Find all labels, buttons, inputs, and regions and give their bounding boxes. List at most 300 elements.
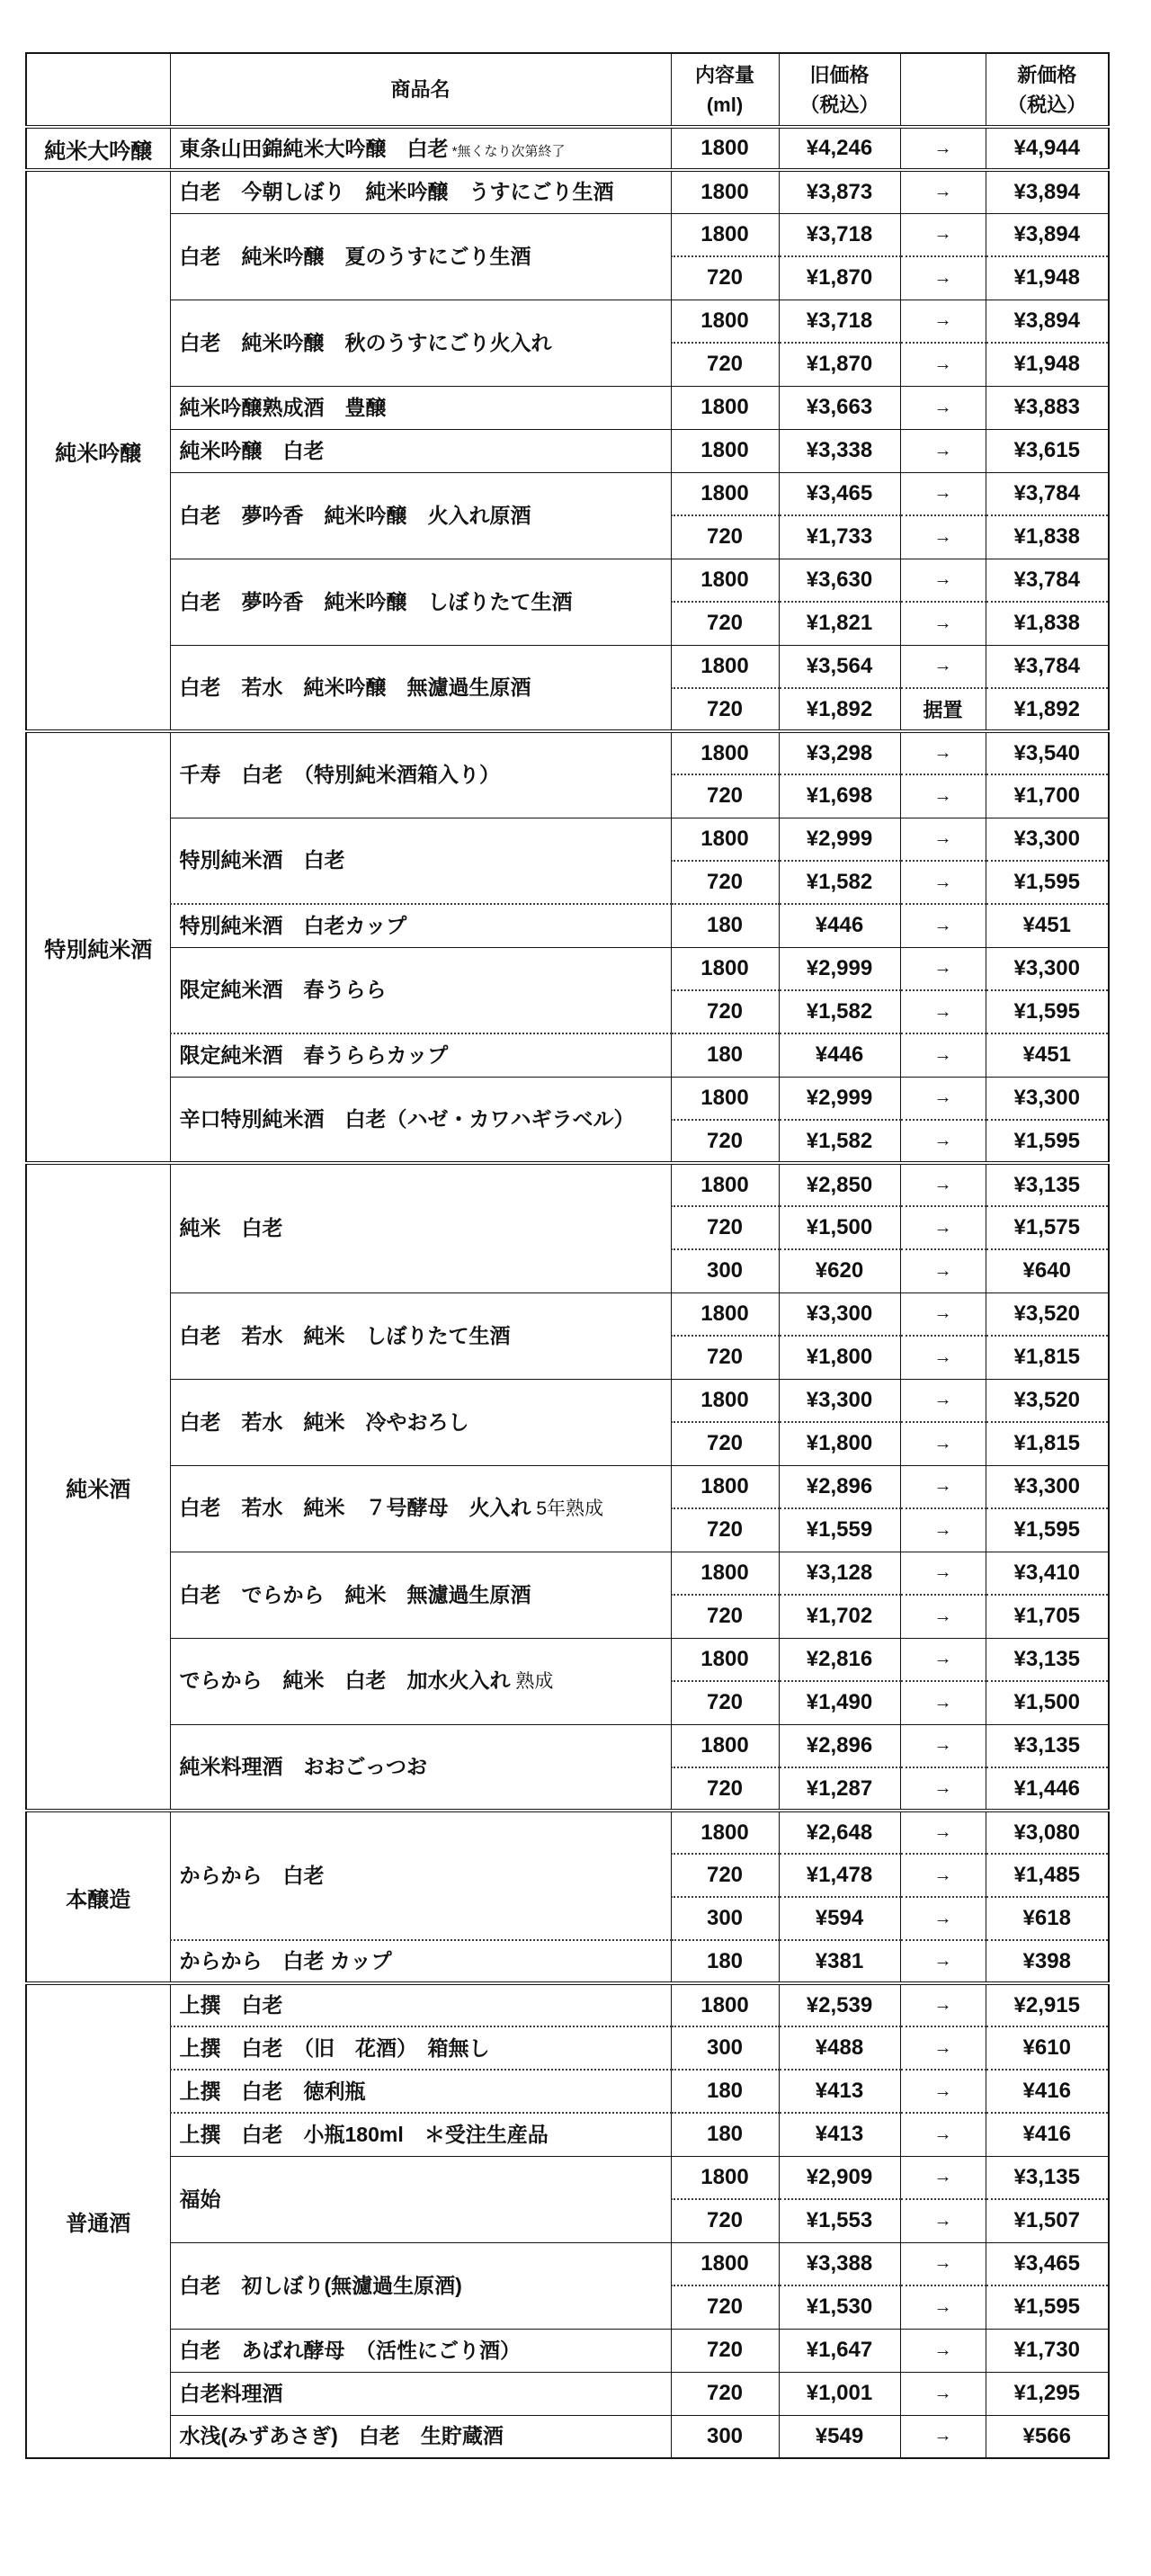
change-cell: → xyxy=(900,2113,986,2156)
product-name-cell xyxy=(170,386,671,429)
volume-cell: 180 xyxy=(671,1940,779,1983)
product-name: 白老 夢吟香 純米吟醸 しぼりたて生酒 xyxy=(179,589,573,613)
product-name-cell xyxy=(170,2113,671,2156)
volume-cell: 720 xyxy=(671,1681,779,1724)
volume-cell: 720 xyxy=(671,861,779,904)
product-name-cell xyxy=(170,2415,671,2458)
old-price-cell: ¥594 xyxy=(779,1897,900,1940)
new-price-cell: ¥3,135 xyxy=(986,1638,1109,1681)
change-cell: → xyxy=(900,1033,986,1077)
header-old-price xyxy=(779,53,900,127)
table-row xyxy=(26,818,1109,861)
category-cell: 本醸造 xyxy=(26,1811,170,1983)
change-cell: → xyxy=(900,990,986,1033)
new-price-cell: ¥1,815 xyxy=(986,1336,1109,1379)
old-price-cell: ¥3,718 xyxy=(779,300,900,343)
change-cell: → xyxy=(900,1077,986,1120)
new-price-cell: ¥618 xyxy=(986,1897,1109,1940)
new-price-cell: ¥3,894 xyxy=(986,213,1109,256)
old-price-cell: ¥2,896 xyxy=(779,1465,900,1508)
new-price-cell: ¥1,500 xyxy=(986,1681,1109,1724)
old-price-cell: ¥1,582 xyxy=(779,1120,900,1163)
volume-cell: 720 xyxy=(671,990,779,1033)
old-price-cell: ¥1,001 xyxy=(779,2372,900,2415)
table-row xyxy=(26,1552,1109,1595)
new-price-cell: ¥1,485 xyxy=(986,1854,1109,1897)
table-row xyxy=(26,1465,1109,1508)
product-name: 特別純米酒 白老 xyxy=(179,848,345,872)
old-price-cell: ¥1,582 xyxy=(779,990,900,1033)
change-cell: → xyxy=(900,904,986,947)
volume-cell: 720 xyxy=(671,1508,779,1552)
product-name-cell xyxy=(170,170,671,213)
new-price-cell: ¥610 xyxy=(986,2026,1109,2070)
old-price-cell: ¥3,300 xyxy=(779,1379,900,1422)
change-cell: → xyxy=(900,2329,986,2372)
table-row xyxy=(26,2372,1109,2415)
product-name: 白老料理酒 xyxy=(179,2381,283,2405)
product-name: 白老 今朝しぼり 純米吟醸 うすにごり生酒 xyxy=(179,180,614,204)
header-old-price-line2: （税込） xyxy=(799,93,879,116)
volume-cell: 720 xyxy=(671,2372,779,2415)
new-price-cell: ¥2,915 xyxy=(986,1983,1109,2026)
old-price-cell: ¥446 xyxy=(779,904,900,947)
old-price-cell: ¥620 xyxy=(779,1249,900,1292)
volume-cell: 1800 xyxy=(671,818,779,861)
product-name-cell xyxy=(170,818,671,904)
product-name-cell xyxy=(170,645,671,731)
volume-cell: 1800 xyxy=(671,1292,779,1336)
old-price-cell: ¥1,800 xyxy=(779,1336,900,1379)
product-name: 上撰 白老 小瓶180ml ＊受注生産品 xyxy=(179,2122,549,2146)
volume-cell: 300 xyxy=(671,1249,779,1292)
old-price-cell: ¥2,999 xyxy=(779,1077,900,1120)
product-name: 白老 純米吟醸 夏のうすにごり生酒 xyxy=(179,244,531,268)
new-price-cell: ¥3,300 xyxy=(986,947,1109,990)
change-cell: → xyxy=(900,559,986,602)
new-price-cell: ¥1,507 xyxy=(986,2199,1109,2242)
product-name: 水浅(みずあさぎ) 白老 生貯蔵酒 xyxy=(179,2424,504,2448)
new-price-cell: ¥1,730 xyxy=(986,2329,1109,2372)
change-cell: → xyxy=(900,1940,986,1983)
new-price-cell: ¥3,135 xyxy=(986,2156,1109,2199)
product-name-cell xyxy=(170,2329,671,2372)
change-cell: → xyxy=(900,2285,986,2329)
old-price-cell: ¥1,800 xyxy=(779,1422,900,1465)
change-cell: → xyxy=(900,2199,986,2242)
volume-cell: 1800 xyxy=(671,386,779,429)
category-cell: 純米大吟醸 xyxy=(26,127,170,170)
volume-cell: 720 xyxy=(671,2199,779,2242)
old-price-cell: ¥3,873 xyxy=(779,170,900,213)
product-name-cell xyxy=(170,1033,671,1077)
product-name: 白老 純米吟醸 秋のうすにごり火入れ xyxy=(179,330,552,354)
old-price-cell: ¥488 xyxy=(779,2026,900,2070)
new-price-cell: ¥1,595 xyxy=(986,2285,1109,2329)
volume-cell: 720 xyxy=(671,1422,779,1465)
product-name-cell xyxy=(170,2156,671,2242)
product-name-cell xyxy=(170,1163,671,1292)
old-price-cell: ¥1,733 xyxy=(779,515,900,559)
table-row xyxy=(26,300,1109,343)
new-price-cell: ¥1,838 xyxy=(986,602,1109,645)
new-price-cell: ¥451 xyxy=(986,1033,1109,1077)
old-price-cell: ¥2,909 xyxy=(779,2156,900,2199)
product-name-cell xyxy=(170,1638,671,1724)
new-price-cell: ¥1,575 xyxy=(986,1206,1109,1249)
change-cell: → xyxy=(900,1854,986,1897)
change-cell: → xyxy=(900,602,986,645)
table-row xyxy=(26,559,1109,602)
product-note: 熟成 xyxy=(510,1671,554,1693)
product-name-cell xyxy=(170,1724,671,1811)
table-row xyxy=(26,2113,1109,2156)
product-name-cell xyxy=(170,2372,671,2415)
product-name-cell xyxy=(170,1940,671,1983)
table-row xyxy=(26,2026,1109,2070)
change-cell: → xyxy=(900,1638,986,1681)
old-price-cell: ¥1,490 xyxy=(779,1681,900,1724)
change-cell: → xyxy=(900,300,986,343)
product-name: 上撰 白老 xyxy=(179,1993,283,2017)
volume-cell: 720 xyxy=(671,774,779,818)
change-cell: → xyxy=(900,1292,986,1336)
old-price-cell: ¥446 xyxy=(779,1033,900,1077)
header-row xyxy=(26,53,1109,127)
product-name: 上撰 白老 徳利瓶 xyxy=(179,2079,366,2103)
change-cell: → xyxy=(900,2372,986,2415)
old-price-cell: ¥1,821 xyxy=(779,602,900,645)
change-cell: → xyxy=(900,861,986,904)
new-price-cell: ¥1,838 xyxy=(986,515,1109,559)
old-price-cell: ¥2,539 xyxy=(779,1983,900,2026)
change-cell: → xyxy=(900,1508,986,1552)
change-cell: → xyxy=(900,1595,986,1638)
change-cell: → xyxy=(900,2415,986,2458)
volume-cell: 1800 xyxy=(671,213,779,256)
change-cell: 据置 xyxy=(900,688,986,731)
old-price-cell: ¥3,128 xyxy=(779,1552,900,1595)
old-price-cell: ¥3,388 xyxy=(779,2242,900,2285)
new-price-cell: ¥3,784 xyxy=(986,645,1109,688)
change-cell: → xyxy=(900,170,986,213)
change-cell: → xyxy=(900,1681,986,1724)
volume-cell: 1800 xyxy=(671,429,779,472)
change-cell: → xyxy=(900,343,986,386)
table-row xyxy=(26,213,1109,256)
new-price-cell: ¥3,784 xyxy=(986,559,1109,602)
new-price-cell: ¥1,948 xyxy=(986,343,1109,386)
product-name: 純米 白老 xyxy=(179,1216,283,1240)
new-price-cell: ¥1,446 xyxy=(986,1767,1109,1811)
new-price-cell: ¥1,595 xyxy=(986,861,1109,904)
header-old-price-line1: 旧価格 xyxy=(809,63,870,86)
volume-cell: 1800 xyxy=(671,1638,779,1681)
product-name: 白老 若水 純米 ７号酵母 火入れ xyxy=(179,1496,531,1520)
product-name: 白老 夢吟香 純米吟醸 火入れ原酒 xyxy=(179,503,531,527)
new-price-cell: ¥1,892 xyxy=(986,688,1109,731)
volume-cell: 180 xyxy=(671,2070,779,2113)
table-row xyxy=(26,1163,1109,1206)
old-price-cell: ¥1,287 xyxy=(779,1767,900,1811)
product-name-cell xyxy=(170,1077,671,1163)
old-price-cell: ¥3,630 xyxy=(779,559,900,602)
new-price-cell: ¥3,410 xyxy=(986,1552,1109,1595)
old-price-cell: ¥4,246 xyxy=(779,127,900,170)
change-cell: → xyxy=(900,515,986,559)
new-price-cell: ¥3,784 xyxy=(986,472,1109,515)
new-price-cell: ¥3,300 xyxy=(986,818,1109,861)
product-name: 限定純米酒 春うららカップ xyxy=(179,1042,449,1067)
change-cell: → xyxy=(900,472,986,515)
volume-cell: 1800 xyxy=(671,300,779,343)
product-name: 上撰 白老 （旧 花酒） 箱無し xyxy=(179,2035,490,2060)
change-cell: → xyxy=(900,1465,986,1508)
volume-cell: 1800 xyxy=(671,559,779,602)
new-price-cell: ¥3,300 xyxy=(986,1465,1109,1508)
new-price-cell: ¥3,883 xyxy=(986,386,1109,429)
old-price-cell: ¥2,816 xyxy=(779,1638,900,1681)
header-change xyxy=(900,53,986,127)
new-price-cell: ¥4,944 xyxy=(986,127,1109,170)
old-price-cell: ¥3,718 xyxy=(779,213,900,256)
old-price-cell: ¥1,702 xyxy=(779,1595,900,1638)
product-name: 限定純米酒 春うらら xyxy=(179,978,387,1002)
old-price-cell: ¥1,582 xyxy=(779,861,900,904)
table-row xyxy=(26,2329,1109,2372)
new-price-cell: ¥3,465 xyxy=(986,2242,1109,2285)
product-name-cell xyxy=(170,472,671,559)
product-name-cell xyxy=(170,213,671,300)
volume-cell: 720 xyxy=(671,1595,779,1638)
table-row xyxy=(26,170,1109,213)
header-new-price-line1: 新価格 xyxy=(1017,63,1077,86)
change-cell: → xyxy=(900,1120,986,1163)
product-name-cell xyxy=(170,1552,671,1638)
volume-cell: 180 xyxy=(671,904,779,947)
product-name-cell xyxy=(170,1983,671,2026)
volume-cell: 720 xyxy=(671,1854,779,1897)
product-name-cell xyxy=(170,731,671,818)
volume-cell: 1800 xyxy=(671,1077,779,1120)
volume-cell: 720 xyxy=(671,343,779,386)
new-price-cell: ¥1,815 xyxy=(986,1422,1109,1465)
product-name: でらから 純米 白老 加水火入れ xyxy=(179,1668,511,1693)
table-row xyxy=(26,1292,1109,1336)
new-price-cell: ¥1,595 xyxy=(986,990,1109,1033)
volume-cell: 1800 xyxy=(671,1811,779,1854)
new-price-cell: ¥3,520 xyxy=(986,1379,1109,1422)
table-row xyxy=(26,1379,1109,1422)
volume-cell: 1800 xyxy=(671,1163,779,1206)
product-name: からから 白老 xyxy=(179,1864,325,1888)
old-price-cell: ¥1,892 xyxy=(779,688,900,731)
new-price-cell: ¥1,700 xyxy=(986,774,1109,818)
change-cell: → xyxy=(900,1983,986,2026)
table-row xyxy=(26,1940,1109,1983)
change-cell: → xyxy=(900,1552,986,1595)
new-price-cell: ¥398 xyxy=(986,1940,1109,1983)
table-row xyxy=(26,947,1109,990)
volume-cell: 1800 xyxy=(671,472,779,515)
change-cell: → xyxy=(900,1767,986,1811)
old-price-cell: ¥1,647 xyxy=(779,2329,900,2372)
change-cell: → xyxy=(900,2156,986,2199)
volume-cell: 180 xyxy=(671,2113,779,2156)
product-name: からから 白老 カップ xyxy=(179,1949,392,1973)
table-row xyxy=(26,2070,1109,2113)
volume-cell: 720 xyxy=(671,256,779,300)
new-price-cell: ¥3,135 xyxy=(986,1163,1109,1206)
table-row xyxy=(26,645,1109,688)
table-row xyxy=(26,472,1109,515)
volume-cell: 180 xyxy=(671,1033,779,1077)
volume-cell: 1800 xyxy=(671,1465,779,1508)
product-name: 白老 若水 純米 しぼりたて生酒 xyxy=(179,1323,511,1347)
old-price-cell: ¥1,478 xyxy=(779,1854,900,1897)
product-name-cell xyxy=(170,1379,671,1465)
table-row xyxy=(26,1724,1109,1767)
product-name: 東条山田錦純米大吟醸 白老 xyxy=(179,136,449,160)
old-price-cell: ¥1,500 xyxy=(779,1206,900,1249)
volume-cell: 300 xyxy=(671,2415,779,2458)
product-name: 白老 初しぼり(無濾過生原酒) xyxy=(179,2273,462,2297)
product-name-cell xyxy=(170,2026,671,2070)
header-volume-line1: 内容量 xyxy=(694,63,754,86)
header-volume-line2: (ml) xyxy=(706,93,744,116)
table-row xyxy=(26,904,1109,947)
change-cell: → xyxy=(900,1897,986,1940)
new-price-cell: ¥1,705 xyxy=(986,1595,1109,1638)
table-row xyxy=(26,731,1109,774)
product-name-cell xyxy=(170,127,671,170)
product-name: 特別純米酒 白老カップ xyxy=(179,913,407,937)
change-cell: → xyxy=(900,2242,986,2285)
change-cell: → xyxy=(900,127,986,170)
product-name-cell xyxy=(170,947,671,1033)
volume-cell: 1800 xyxy=(671,170,779,213)
old-price-cell: ¥3,564 xyxy=(779,645,900,688)
old-price-cell: ¥381 xyxy=(779,1940,900,1983)
change-cell: → xyxy=(900,645,986,688)
product-note: *無くなり次第終了 xyxy=(448,143,566,159)
volume-cell: 720 xyxy=(671,1767,779,1811)
old-price-cell: ¥2,896 xyxy=(779,1724,900,1767)
product-name: 辛口特別純米酒 白老（ハゼ・カワハギラベル） xyxy=(179,1106,635,1131)
change-cell: → xyxy=(900,213,986,256)
new-price-cell: ¥1,595 xyxy=(986,1508,1109,1552)
product-name: 白老 若水 純米吟醸 無濾過生原酒 xyxy=(179,675,531,699)
change-cell: → xyxy=(900,1163,986,1206)
old-price-cell: ¥3,663 xyxy=(779,386,900,429)
volume-cell: 1800 xyxy=(671,1379,779,1422)
change-cell: → xyxy=(900,1249,986,1292)
product-name: 純米料理酒 おおごっつお xyxy=(179,1754,428,1778)
product-name: 白老 でらから 純米 無濾過生原酒 xyxy=(179,1582,531,1606)
table-row xyxy=(26,2242,1109,2285)
header-category xyxy=(26,53,170,127)
new-price-cell: ¥3,894 xyxy=(986,170,1109,213)
volume-cell: 720 xyxy=(671,515,779,559)
old-price-cell: ¥1,530 xyxy=(779,2285,900,2329)
product-name: 白老 若水 純米 冷やおろし xyxy=(179,1409,469,1434)
change-cell: → xyxy=(900,2026,986,2070)
change-cell: → xyxy=(900,1206,986,1249)
volume-cell: 720 xyxy=(671,602,779,645)
new-price-cell: ¥416 xyxy=(986,2070,1109,2113)
product-name-cell xyxy=(170,904,671,947)
old-price-cell: ¥2,999 xyxy=(779,818,900,861)
table-row xyxy=(26,1638,1109,1681)
change-cell: → xyxy=(900,731,986,774)
volume-cell: 300 xyxy=(671,1897,779,1940)
product-name-cell xyxy=(170,1811,671,1940)
old-price-cell: ¥413 xyxy=(779,2070,900,2113)
new-price-cell: ¥1,295 xyxy=(986,2372,1109,2415)
volume-cell: 720 xyxy=(671,1206,779,1249)
product-note: 5年熟成 xyxy=(531,1498,604,1520)
old-price-cell: ¥3,298 xyxy=(779,731,900,774)
header-new-price-line2: （税込） xyxy=(1007,93,1087,116)
old-price-cell: ¥2,850 xyxy=(779,1163,900,1206)
volume-cell: 1800 xyxy=(671,2156,779,2199)
table-row xyxy=(26,127,1109,170)
old-price-cell: ¥3,300 xyxy=(779,1292,900,1336)
old-price-cell: ¥2,648 xyxy=(779,1811,900,1854)
new-price-cell: ¥3,300 xyxy=(986,1077,1109,1120)
new-price-cell: ¥3,520 xyxy=(986,1292,1109,1336)
new-price-cell: ¥3,135 xyxy=(986,1724,1109,1767)
change-cell: → xyxy=(900,1336,986,1379)
old-price-cell: ¥1,870 xyxy=(779,256,900,300)
volume-cell: 1800 xyxy=(671,2242,779,2285)
table-row xyxy=(26,1983,1109,2026)
product-name-cell xyxy=(170,2070,671,2113)
old-price-cell: ¥3,338 xyxy=(779,429,900,472)
category-cell: 純米酒 xyxy=(26,1163,170,1811)
new-price-cell: ¥3,540 xyxy=(986,731,1109,774)
volume-cell: 720 xyxy=(671,2329,779,2372)
change-cell: → xyxy=(900,429,986,472)
product-name: 福始 xyxy=(179,2187,221,2211)
table-row xyxy=(26,2415,1109,2458)
old-price-cell: ¥1,698 xyxy=(779,774,900,818)
change-cell: → xyxy=(900,947,986,990)
change-cell: → xyxy=(900,1811,986,1854)
table-row xyxy=(26,2156,1109,2199)
volume-cell: 300 xyxy=(671,2026,779,2070)
category-cell: 特別純米酒 xyxy=(26,731,170,1163)
product-name: 純米吟醸 白老 xyxy=(179,438,325,462)
product-name-cell xyxy=(170,1292,671,1379)
change-cell: → xyxy=(900,818,986,861)
price-table xyxy=(25,52,1110,2459)
category-cell: 純米吟醸 xyxy=(26,170,170,731)
old-price-cell: ¥2,999 xyxy=(779,947,900,990)
volume-cell: 1800 xyxy=(671,1983,779,2026)
old-price-cell: ¥1,870 xyxy=(779,343,900,386)
new-price-cell: ¥3,080 xyxy=(986,1811,1109,1854)
new-price-cell: ¥3,894 xyxy=(986,300,1109,343)
old-price-cell: ¥413 xyxy=(779,2113,900,2156)
new-price-cell: ¥640 xyxy=(986,1249,1109,1292)
old-price-cell: ¥1,559 xyxy=(779,1508,900,1552)
old-price-cell: ¥549 xyxy=(779,2415,900,2458)
product-name-cell xyxy=(170,429,671,472)
table-row xyxy=(26,429,1109,472)
header-volume xyxy=(671,53,779,127)
product-name-cell xyxy=(170,2242,671,2329)
